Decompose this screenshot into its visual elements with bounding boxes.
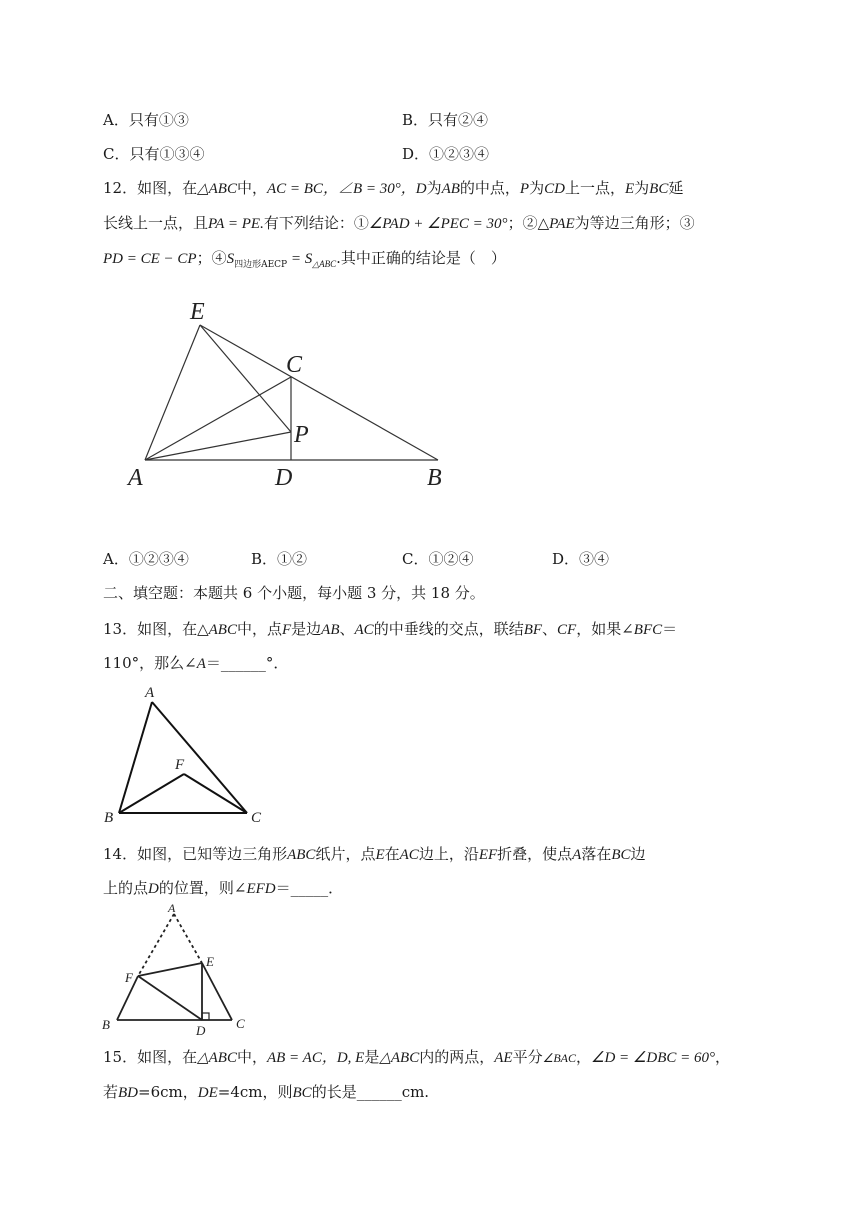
q12-stem-line1: 12．如图，在△ABC中，AC = BC，∠B = 30°，D为AB的中点，P为CD上一点，E为BC延 bbox=[103, 179, 684, 197]
segment-fe bbox=[138, 963, 202, 976]
section-heading: 二、填空题：本题共 6 个小题，每小题 3 分，共 18 分。 bbox=[103, 584, 485, 602]
q12-option-a: A．①②③④ bbox=[103, 550, 189, 568]
q14-stem-line1: 14．如图，已知等边三角形ABC纸片，点E在AC边上，沿EF折叠，使点A落在BC边 bbox=[103, 845, 646, 863]
q12-option-c: C．①②④ bbox=[402, 550, 474, 568]
right-angle-mark bbox=[202, 1013, 209, 1020]
segment-ac bbox=[152, 702, 247, 813]
label-e: E bbox=[206, 954, 214, 969]
segment-ep bbox=[200, 325, 291, 432]
label-b: B bbox=[104, 810, 114, 826]
q12-figure bbox=[120, 295, 460, 495]
label-e: E bbox=[190, 299, 205, 325]
label-p: P bbox=[294, 422, 309, 448]
label-f: F bbox=[175, 757, 185, 773]
segment-ec bbox=[202, 963, 232, 1020]
label-d: D bbox=[196, 1023, 206, 1038]
q11-option-c: C．只有①③④ bbox=[103, 145, 205, 163]
label-b: B bbox=[102, 1017, 110, 1032]
q12-option-b: B．①② bbox=[251, 550, 308, 568]
q11-option-d: D．①②③④ bbox=[402, 145, 490, 163]
q15-stem-line2: 若BD=6cm，DE=4cm，则BC的长是______cm. bbox=[103, 1083, 430, 1101]
segment-ap bbox=[145, 432, 291, 460]
q15-stem-line1: 15．如图，在△ABC中，AB = AC，D, E是△ABC内的两点，AE平分∠BAC，∠D = ∠DBC = 60°， bbox=[103, 1048, 731, 1066]
segment-eb bbox=[200, 325, 438, 460]
label-c: C bbox=[251, 810, 262, 826]
segment-fd bbox=[138, 976, 202, 1020]
q11-option-a: A．只有①③ bbox=[103, 111, 189, 129]
q13-stem-line2: 110°，那么∠A＝______°． bbox=[103, 654, 289, 672]
label-f: F bbox=[125, 970, 133, 985]
segment-ae bbox=[145, 325, 200, 460]
q13-stem-line1: 13．如图，在△ABC中，点F是边AB、AC的中垂线的交点，联结BF、CF，如果∠BFC＝ bbox=[103, 620, 678, 638]
q14-figure bbox=[98, 900, 258, 1040]
label-c: C bbox=[286, 352, 303, 378]
segment-fc bbox=[184, 774, 247, 813]
q12-stem-line2: 长线上一点，且PA = PE.有下列结论：①∠PAD + ∠PEC = 30°；②△PAE为等边三角形；③ bbox=[103, 214, 695, 232]
q13-figure bbox=[100, 682, 270, 827]
label-d: D bbox=[275, 465, 293, 491]
fold-ae-dashed bbox=[174, 914, 202, 963]
q11-option-b: B．只有②④ bbox=[402, 111, 489, 129]
q14-stem-line2: 上的点D的位置，则∠EFD＝_____． bbox=[103, 879, 344, 897]
q12-option-d: D．③④ bbox=[552, 550, 610, 568]
q12-stem-line3: PD = CE − CP；$④S_{四边形AECP} = S_{\triangle ABC}$.其中正确的结论是（ ） bbox=[103, 249, 506, 270]
label-c: C bbox=[236, 1016, 245, 1031]
label-b: B bbox=[427, 465, 442, 491]
label-a: A bbox=[168, 901, 176, 915]
fold-af-dashed bbox=[138, 914, 174, 976]
segment-ac bbox=[145, 377, 291, 460]
label-a: A bbox=[145, 685, 155, 701]
label-a: A bbox=[128, 465, 143, 491]
